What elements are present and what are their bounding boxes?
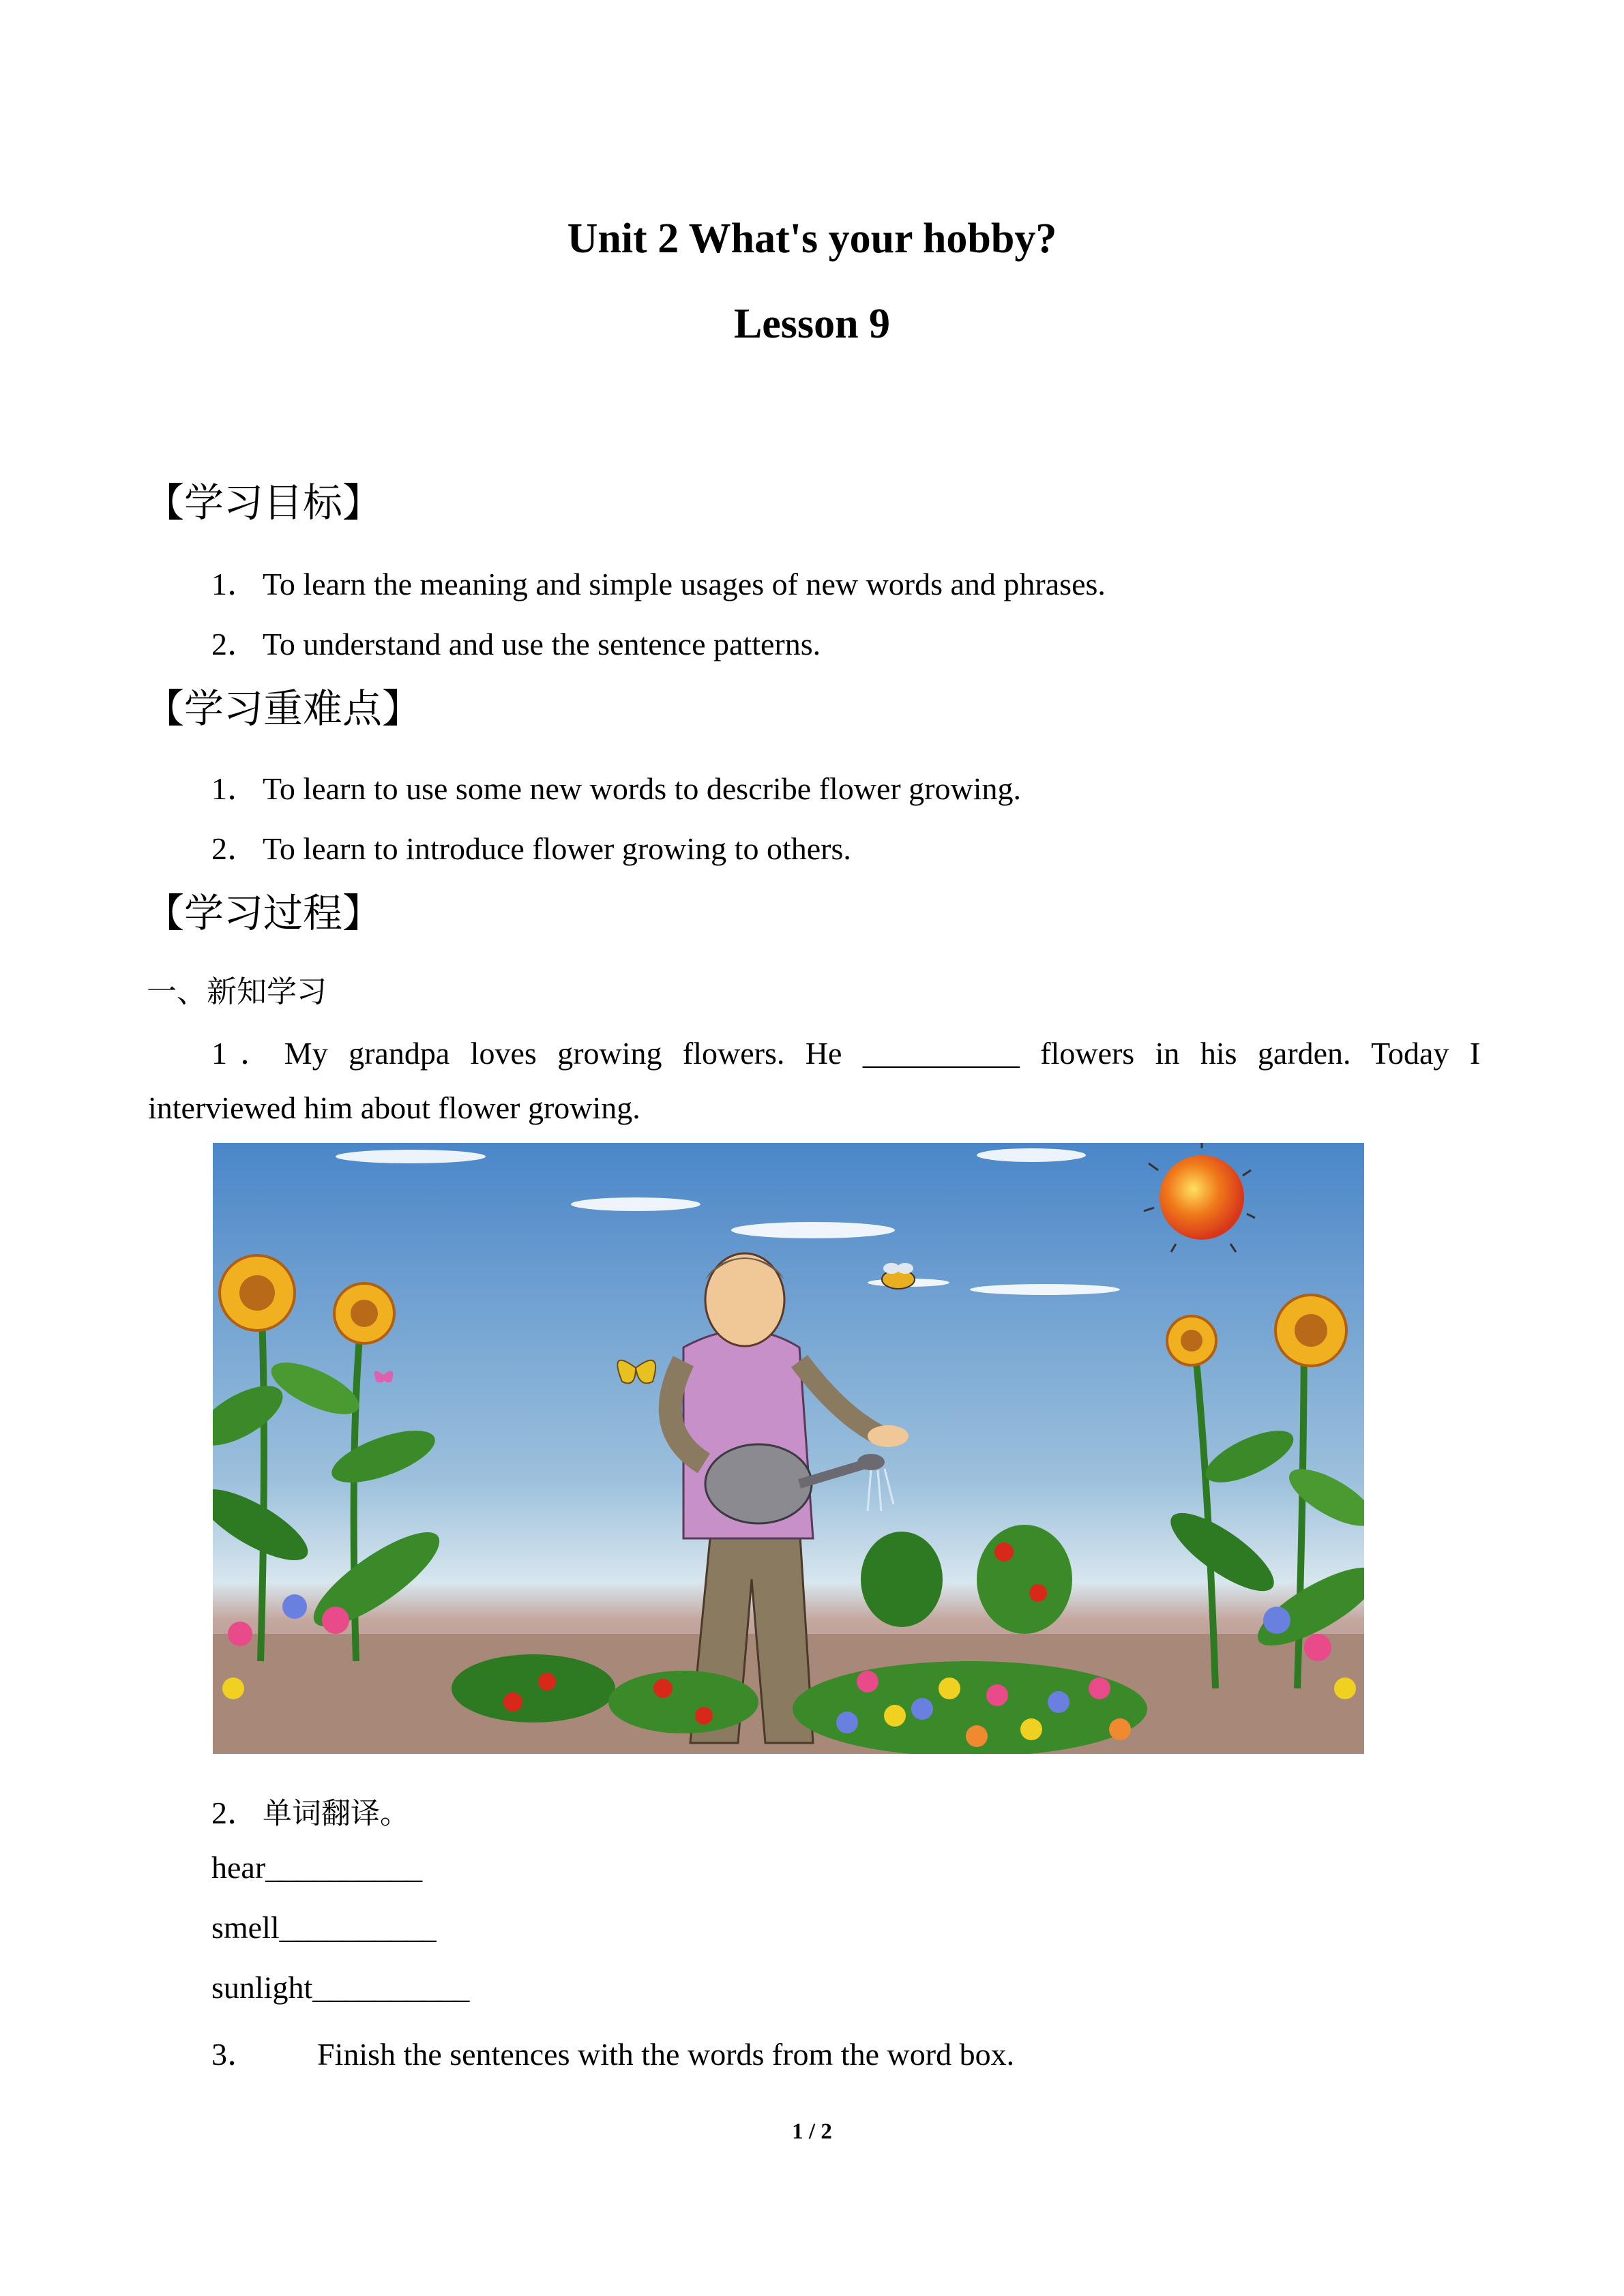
q2-word: smell xyxy=(211,1910,280,1945)
sub-heading-new-knowledge: 一、新知学习 xyxy=(147,974,327,1009)
section-heading-key-points: 【学习重难点】 xyxy=(145,685,422,732)
q1-word: flowers. xyxy=(682,1036,785,1071)
q1-word: in xyxy=(1155,1036,1180,1071)
grandpa-watering-flowers-illustration xyxy=(213,1143,1364,1754)
q1-word: I xyxy=(1469,1036,1481,1071)
question-1-line-2: interviewed him about flower growing. xyxy=(148,1090,640,1125)
key-point-number: 1． xyxy=(211,771,259,806)
q1-word: growing xyxy=(557,1036,662,1071)
q1-answer-blank[interactable]: __________ xyxy=(862,1036,1020,1071)
goal-item-text: To understand and use the sentence patterns. xyxy=(263,627,821,661)
q1-word: his xyxy=(1200,1036,1237,1071)
key-point-number: 2． xyxy=(211,831,259,866)
goal-item xyxy=(211,619,821,664)
page-indicator: 1 / 2 xyxy=(792,2119,832,2144)
goal-item xyxy=(211,559,1106,604)
q2-prompt-text: 单词翻译。 xyxy=(263,1797,409,1831)
q3-number: 3． xyxy=(211,2037,259,2072)
question-3 xyxy=(211,2029,1014,2074)
q2-answer-blank[interactable]: __________ xyxy=(265,1850,423,1885)
lesson-subtitle: Lesson 9 xyxy=(733,301,891,347)
q2-answer-blank[interactable]: __________ xyxy=(279,1910,437,1945)
q1-word: Today xyxy=(1371,1036,1449,1071)
q1-word: grandpa xyxy=(349,1036,450,1071)
question-1-line-1 xyxy=(211,1028,1480,1073)
q2-word: hear xyxy=(211,1850,266,1885)
q2-number: 2． xyxy=(211,1795,259,1830)
q2-word-row xyxy=(211,1909,437,1945)
q2-word: sunlight xyxy=(211,1970,313,2005)
key-point-text: To learn to introduce flower growing to others. xyxy=(263,831,851,866)
goal-item-number: 1． xyxy=(211,567,259,601)
goal-item-text: To learn the meaning and simple usages of new words and phrases. xyxy=(263,567,1106,601)
key-point-item xyxy=(211,764,1021,809)
bee-icon xyxy=(882,1263,915,1289)
document-title: Unit 2 What's your hobby? xyxy=(567,215,1057,262)
q2-word-row xyxy=(211,1849,422,1885)
q1-word: garden. xyxy=(1257,1036,1351,1071)
q1-word: flowers xyxy=(1040,1036,1135,1071)
key-point-item xyxy=(211,824,851,869)
section-heading-process: 【学习过程】 xyxy=(145,890,383,936)
section-heading-goals: 【学习目标】 xyxy=(145,479,383,526)
q1-word: He xyxy=(805,1036,842,1071)
key-point-text: To learn to use some new words to describe flower growing. xyxy=(263,771,1021,806)
q3-text: Finish the sentences with the words from the word box. xyxy=(317,2037,1015,2072)
q2-word-row xyxy=(211,1969,469,2006)
q1-word: loves xyxy=(470,1036,537,1071)
question-2-prompt xyxy=(211,1788,409,1833)
q1-word: My xyxy=(284,1036,328,1071)
q2-answer-blank[interactable]: __________ xyxy=(312,1970,470,2005)
goal-item-number: 2． xyxy=(211,627,259,661)
q1-number: 1． xyxy=(211,1036,284,1071)
